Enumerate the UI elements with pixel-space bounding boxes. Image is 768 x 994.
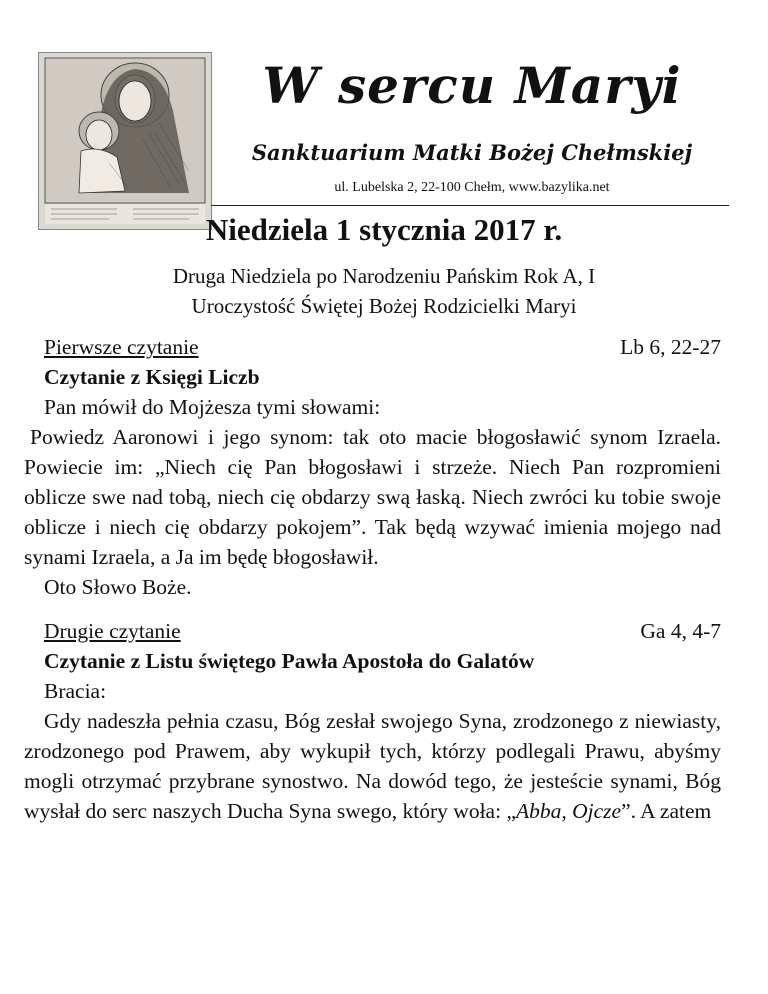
reading1-text: Powiedz Aaronowi i jego synom: tak oto macie błogosławić synom Izraela. Powiecie im: „Niech cię Pan błogosławi i strzeże. Niech Pan rozpromieni oblicze swe nad tobą, niech cię obdarzy swą łaską. Niech zwróci ku tobie swoje oblicze i niech cię obdarzy pokojem”. Tak będą wzywać imienia mojego nad synami Izraela, a Ja im będę błogosławił. — [24, 425, 721, 569]
occasion-line-2: Uroczystość Świętej Bożej Rodzicielki Maryi — [191, 294, 577, 318]
page-date-heading: Niedziela 1 stycznia 2017 r. — [205, 212, 563, 247]
madonna-engraving-icon — [39, 53, 211, 229]
reading1-book: Czytanie z Księgi Liczb — [44, 365, 260, 389]
reading1-header — [44, 332, 721, 362]
reading2-text — [24, 706, 721, 826]
header-divider — [211, 205, 729, 206]
reading2-text-italic: Abba, Ojcze — [515, 799, 622, 823]
masthead-subtitle: Sanktuarium Matki Bożej Chełmskiej — [251, 140, 693, 165]
reading2-label: Drugie czytanie — [44, 619, 181, 643]
masthead-title: W sercu Maryi — [262, 56, 682, 115]
reading2-text-start: Gdy nadeszła pełnia czasu, Bóg zesłał swojego Syna, zrodzonego z niewiasty, zrodzonego pod Prawem, aby wykupił tych, którzy podlegali Prawu, abyśmy mogli otrzymać przybrane synostwo. Na dowód tego, że jesteście synami, Bóg wysłał do serc naszych Ducha Syna swego, który woła: „ — [24, 709, 721, 823]
reading2-intro: Bracia: — [44, 679, 107, 703]
madonna-icon-image — [38, 52, 212, 230]
reading1-closing: Oto Słowo Boże. — [44, 575, 192, 599]
occasion-line-1: Druga Niedziela po Narodzeniu Pańskim Rok A, I — [172, 264, 596, 288]
reading1-reference: Lb 6, 22-27 — [620, 335, 721, 359]
reading2-text-end: ”. A zatem — [621, 799, 712, 823]
masthead-address: ul. Lubelska 2, 22-100 Chełm, www.bazylika.net — [334, 180, 610, 195]
reading1-intro: Pan mówił do Mojżesza tymi słowami: — [44, 395, 381, 419]
reading2-header — [44, 616, 721, 646]
reading2-book: Czytanie z Listu świętego Pawła Apostoła do Galatów — [44, 649, 535, 673]
reading2-reference: Ga 4, 4-7 — [640, 619, 721, 643]
reading1-label: Pierwsze czytanie — [44, 335, 199, 359]
readings-body — [24, 332, 721, 826]
